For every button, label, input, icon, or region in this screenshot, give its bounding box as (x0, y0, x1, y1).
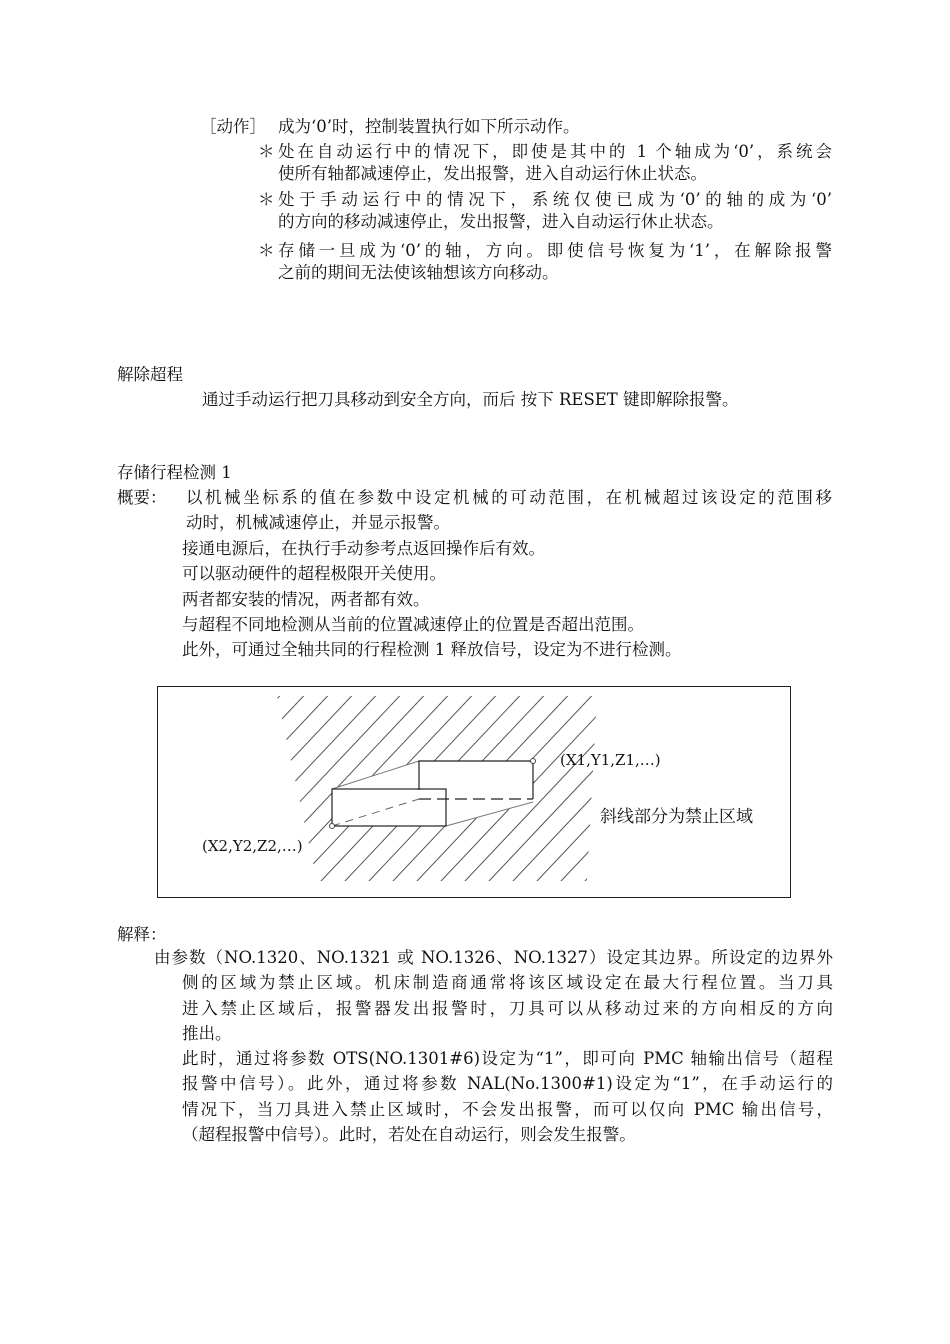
explanation-line: 由参数（NO.1320、NO.1321 或 NO.1326、NO.1327）设定其边界。所设定的边界外 (154, 948, 833, 967)
hatch-line (161, 686, 361, 898)
overview-line: 接通电源后，在执行手动参考点返回操作后有效。 (182, 539, 545, 558)
stroke-check-heading: 存储行程检测 1 (117, 463, 232, 482)
point1-label: (X1,Y1,Z1,…) (560, 751, 661, 769)
bullet-star: ＊ (258, 190, 275, 209)
hatch-line (665, 686, 791, 898)
overview-line: 此外，可通过全轴共同的行程检测 1 释放信号，设定为不进行检测。 (182, 640, 682, 659)
bullet-line: 使所有轴都减速停止，发出报警，进入自动运行休止状态。 (278, 164, 707, 183)
explanation-line: 报警中信号）。此外，通过将参数 NAL(No.1300#1)设定为“1”，在手动运行的 (182, 1074, 833, 1093)
bullet-line: 的方向的移动减速停止，发出报警，进入自动运行休止状态。 (278, 212, 724, 231)
hatch-line (545, 686, 745, 898)
hatch-line (689, 686, 791, 898)
forbidden-area-diagram (157, 686, 791, 898)
corner-point-1 (531, 759, 536, 764)
explanation-line: 进入禁止区域后，报警器发出报警时，刀具可以从移动过来的方向相反的方向 (182, 999, 833, 1018)
hatch-line (157, 686, 217, 898)
overview-line: 与超程不同地检测从当前的位置减速停止的位置是否超出范围。 (182, 615, 644, 634)
explanation-line: 此时，通过将参数 OTS(NO.1301#6)设定为“1”，即可向 PMC 轴输出信号（超程 (182, 1049, 833, 1068)
overview-line: 动时，机械减速停止，并显示报警。 (186, 513, 450, 532)
bullet-line: 存储一旦成为‘0’的轴，方向。即使信号恢复为‘1’，在解除报警 (278, 241, 832, 260)
bullet-line: 处在自动运行中的情况下，即使是其中的 1 个轴成为‘0’，系统会 (278, 142, 832, 161)
overview-line: 可以驱动硬件的超程极限开关使用。 (182, 564, 446, 583)
hatch-line (157, 686, 313, 898)
explanation-line: 侧的区域为禁止区域。机床制造商通常将该区域设定在最大行程位置。当刀具 (182, 973, 833, 992)
corner-point-2 (330, 824, 335, 829)
hatch-line (157, 686, 337, 898)
point2-label: (X2,Y2,Z2,…) (202, 837, 303, 855)
overview-line: 以机械坐标系的值在参数中设定机械的可动范围，在机械超过该设定的范围移 (186, 488, 832, 507)
hatch-line (641, 686, 791, 898)
bullet-line: 处于手动运行中的情况下，系统仅使已成为‘0’的轴的成为‘0’ (278, 190, 832, 209)
bullet-line: 之前的期间无法使该轴想该方向移动。 (278, 263, 559, 282)
overview-label: 概要： (117, 488, 167, 507)
release-heading: 解除超程 (117, 365, 183, 384)
release-text: 通过手动运行把刀具移动到安全方向，而后 按下 RESET 键即解除报警。 (202, 390, 739, 409)
hatch-line (157, 686, 289, 898)
hatch-line (521, 686, 721, 898)
explanation-line: 情况下，当刀具进入禁止区域时，不会发出报警，而可以仅向 PMC 输出信号， (182, 1100, 833, 1119)
bullet-star: ＊ (258, 142, 275, 161)
hatch-line (593, 686, 791, 898)
action-intro: 成为‘0’时，控制装置执行如下所示动作。 (278, 117, 580, 136)
explanation-line: （超程报警中信号）。此时，若处在自动运行，则会发生报警。 (182, 1125, 636, 1144)
explanation-line: 推出。 (182, 1024, 232, 1043)
hatch-line (569, 686, 769, 898)
action-tag: ［动作］ (200, 117, 266, 136)
hatch-line (157, 686, 265, 898)
overview-line: 两者都安装的情况，两者都有效。 (182, 590, 430, 609)
forbidden-area-label: 斜线部分为禁止区域 (600, 807, 753, 827)
explanation-heading: 解释： (117, 925, 167, 944)
bullet-star: ＊ (258, 241, 275, 260)
hatch-line (617, 686, 791, 898)
hatch-line (157, 686, 241, 898)
hatch-line (713, 686, 791, 898)
